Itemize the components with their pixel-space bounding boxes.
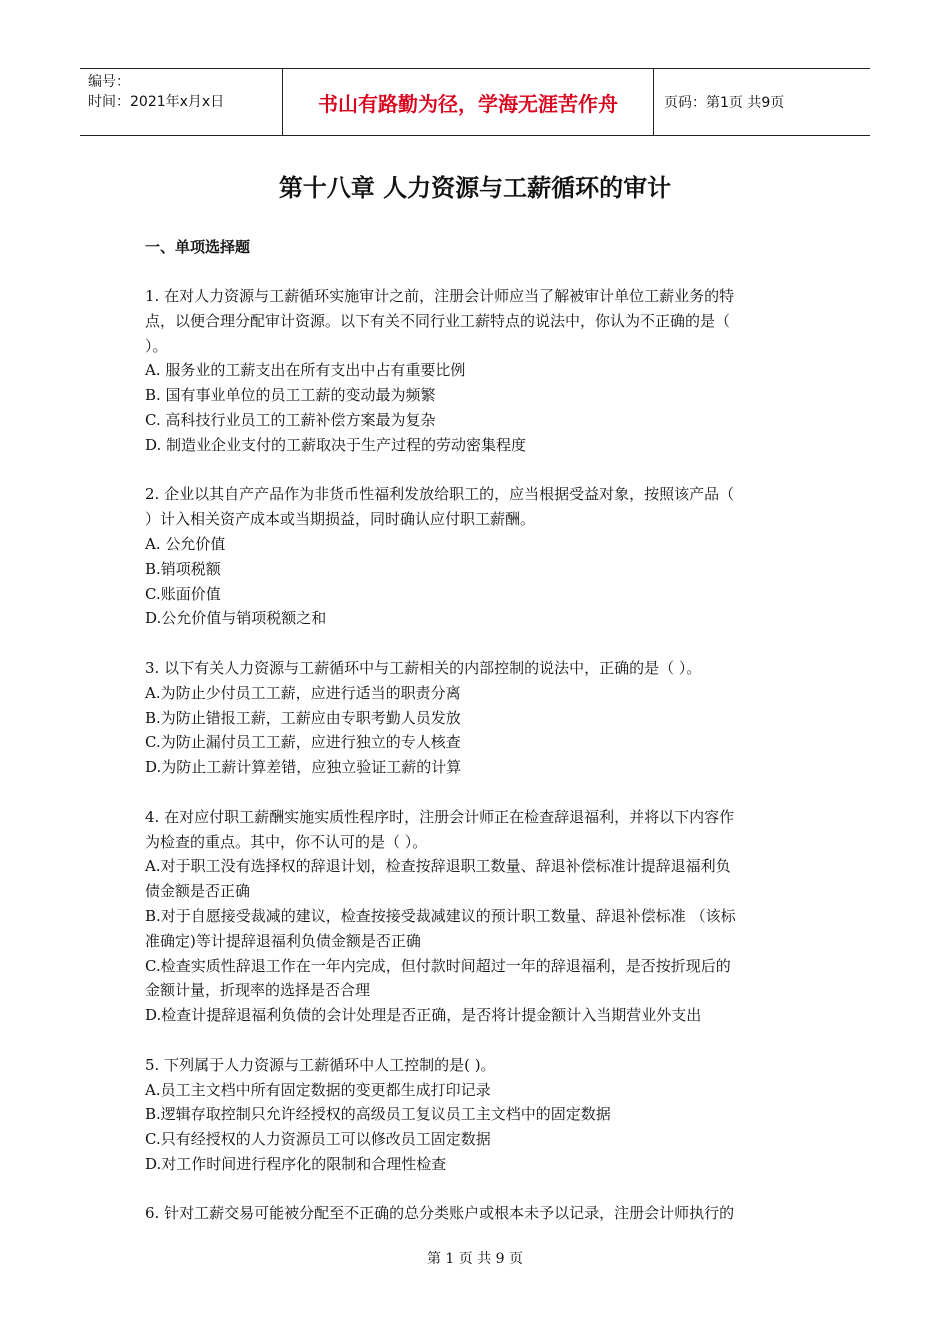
question-item [145, 805, 813, 1028]
question-line: 为检查的重点。其中，你不认可的是（ ）。 [145, 832, 428, 851]
question-line: ）。 [145, 336, 168, 355]
question-line: B. 国有事业单位的员工工薪的变动最为频繁 [145, 386, 436, 405]
question-line: 债金额是否正确 [145, 882, 251, 901]
header-page-info: 页码：第1页 共9页 [664, 95, 785, 111]
question-item [145, 656, 813, 780]
question-line: D.为防止工薪计算差错，应独立验证工薪的计算 [145, 758, 462, 777]
question-list [145, 284, 813, 1251]
question-line: B.为防止错报工薪，工薪应由专职考勤人员发放 [145, 708, 461, 727]
document-number-label: 编号： [88, 74, 130, 90]
question-line: 3. 以下有关人力资源与工薪循环中与工薪相关的内部控制的说法中，正确的是（ ）。 [145, 658, 702, 677]
question-line: 5. 下列属于人力资源与工薪循环中人工控制的是( )。 [145, 1055, 496, 1074]
section-title: 一、单项选择题 [145, 238, 251, 256]
question-line: 准确定)等计提辞退福利负债金额是否正确 [145, 931, 421, 950]
question-line: A.对于职工没有选择权的辞退计划，检查按辞退职工数量、辞退补偿标准计提辞退福利负 [145, 857, 731, 876]
question-line: A. 服务业的工薪支出在所有支出中占有重要比例 [145, 361, 466, 380]
question-line: C.检查实质性辞退工作在一年内完成，但付款时间超过一年的辞退福利，是否按折现后的 [145, 956, 731, 975]
question-line: B.对于自愿接受裁减的建议，检查按接受裁减建议的预计职工数量、辞退补偿标准 （该标 [145, 906, 736, 925]
question-line: C.只有经授权的人力资源员工可以修改员工固定数据 [145, 1130, 491, 1149]
header-motto: 书山有路勤为径，学海无涯苦作舟 [282, 69, 654, 135]
question-line: B.销项税额 [145, 559, 221, 578]
question-item [145, 284, 813, 458]
document-header [80, 68, 870, 136]
question-line: D.对工作时间进行程序化的限制和合理性检查 [145, 1154, 447, 1173]
header-meta [80, 69, 282, 135]
question-line: A.员工主文档中所有固定数据的变更都生成打印记录 [145, 1080, 491, 1099]
question-line: A.为防止少付员工工薪，应进行适当的职责分离 [145, 683, 461, 702]
question-line: C. 高科技行业员工的工薪补偿方案最为复杂 [145, 410, 436, 429]
question-line: B.逻辑存取控制只允许经授权的高级员工复议员工主文档中的固定数据 [145, 1105, 611, 1124]
question-line: 1. 在对人力资源与工薪循环实施审计之前，注册会计师应当了解被审计单位工薪业务的特 [145, 287, 735, 305]
question-line: D.检查计提辞退福利负债的会计处理是否正确，是否将计提金额计入当期营业外支出 [145, 1006, 702, 1025]
question-line: 点，以便合理分配审计资源。以下有关不同行业工薪特点的说法中，你认为不正确的是（ [145, 311, 731, 330]
question-line: D. 制造业企业支付的工薪取决于生产过程的劳动密集程度 [145, 435, 527, 454]
question-item [145, 1201, 813, 1226]
page-footer: 第 1 页 共 9 页 [426, 1251, 524, 1267]
question-line: ）计入相关资产成本或当期损益，同时确认应付职工薪酬。 [145, 510, 536, 529]
question-line: A. 公允价值 [145, 534, 226, 553]
question-line: C.账面价值 [145, 584, 221, 603]
question-line: C.为防止漏付员工工薪，应进行独立的专人核查 [145, 733, 461, 752]
question-line: 2. 企业以其自产产品作为非货币性福利发放给职工的，应当根据受益对象，按照该产品（ [145, 485, 735, 504]
question-item [145, 1053, 813, 1177]
question-line: 金额计量，折现率的选择是否合理 [145, 981, 371, 1000]
question-item [145, 482, 813, 631]
document-date-label: 时间：2021年x月x日 [88, 94, 225, 110]
chapter-title: 第十八章 人力资源与工薪循环的审计 [278, 174, 672, 202]
question-line: 4. 在对应付职工薪酬实施实质性程序时，注册会计师正在检查辞退福利，并将以下内容作 [145, 807, 735, 826]
question-line: D.公允价值与销项税额之和 [145, 609, 327, 628]
question-line: 6. 针对工薪交易可能被分配至不正确的总分类账户或根本未予以记录，注册会计师执行的 [145, 1204, 735, 1223]
